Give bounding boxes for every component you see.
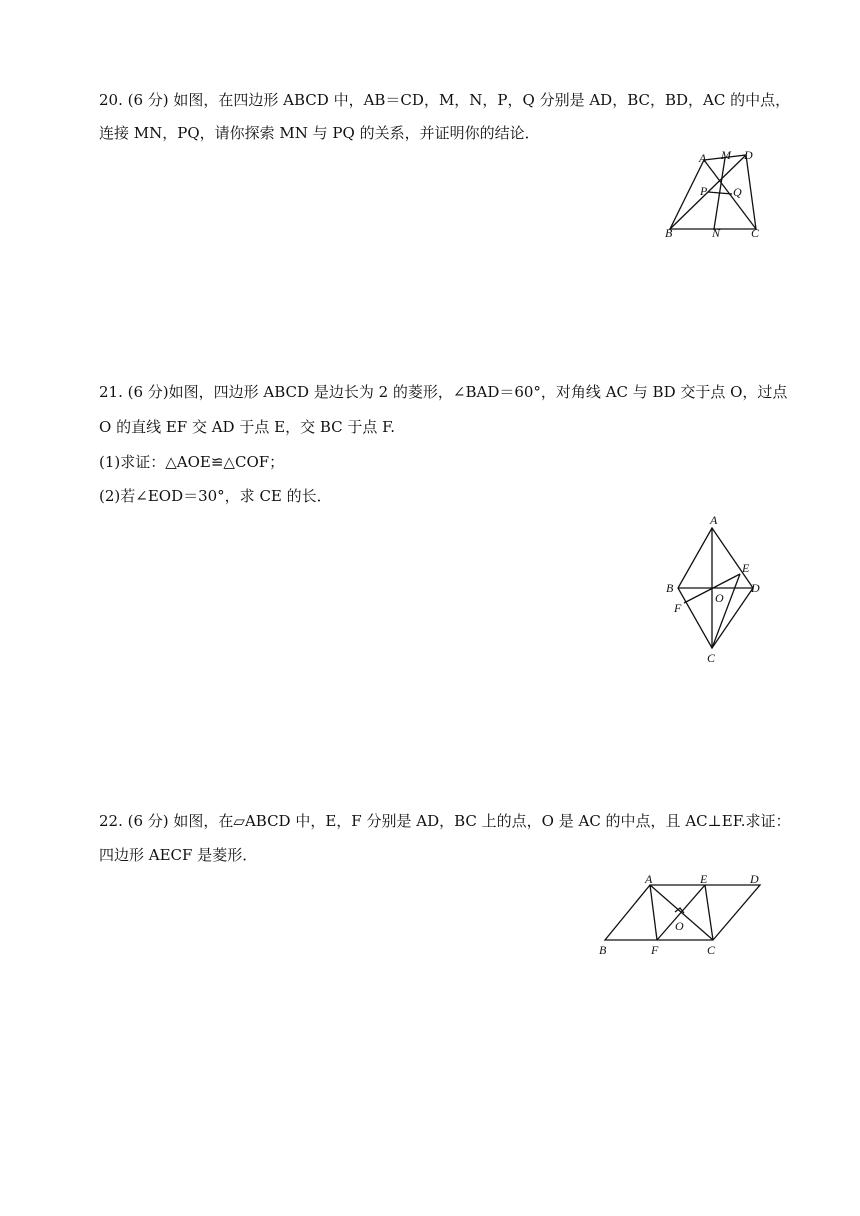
problem-21-line-2: O 的直线 EF 交 AD 于点 E，交 BC 于点 F. xyxy=(99,418,395,436)
fig20-label-P: P xyxy=(700,184,708,198)
fig22-label-C: C xyxy=(707,943,716,957)
fig22-label-A: A xyxy=(645,872,653,886)
fig21-label-C: C xyxy=(707,651,716,665)
fig20-label-N: N xyxy=(712,226,721,240)
problem-22-line-2: 四边形 AECF 是菱形． xyxy=(99,846,258,864)
fig21-label-O: O xyxy=(715,591,724,605)
fig22-label-B: B xyxy=(599,943,607,957)
fig21-label-A: A xyxy=(710,513,718,527)
fig20-label-Q: Q xyxy=(733,185,742,199)
fig21-label-B: B xyxy=(666,581,674,595)
fig20-label-C: C xyxy=(751,226,760,240)
problem-20-line-1: 20. (6 分) 如图，在四边形 ABCD 中，AB＝CD，M，N，P，Q 分别是 AD，BC，BD，AC 的中点， xyxy=(99,91,791,109)
fig20-label-A: A xyxy=(699,151,707,165)
problem-21-line-4: (2)若∠EOD＝30°，求 CE 的长． xyxy=(99,487,332,505)
fig21-label-E: E xyxy=(742,561,750,575)
fig21-label-F: F xyxy=(674,601,682,615)
figure-21-rhombus xyxy=(660,508,780,668)
figure-20-quadrilateral xyxy=(660,148,780,240)
fig22-label-F: F xyxy=(651,943,659,957)
figure-22-parallelogram xyxy=(595,868,775,960)
fig22-label-D: D xyxy=(750,872,759,886)
fig21-label-D: D xyxy=(751,581,760,595)
fig22-label-E: E xyxy=(700,872,708,886)
fig22-label-O: O xyxy=(675,919,684,933)
problem-21-line-3: (1)求证：△AOE≌△COF； xyxy=(99,453,285,471)
problem-22-line-1: 22. (6 分) 如图，在▱ABCD 中，E，F 分别是 AD，BC 上的点，O 是 AC 的中点，且 AC⊥EF.求证： xyxy=(99,812,791,830)
fig20-label-M: M xyxy=(721,148,731,162)
problem-20-line-2: 连接 MN，PQ，请你探索 MN 与 PQ 的关系，并证明你的结论． xyxy=(99,124,540,142)
fig20-label-B: B xyxy=(665,226,673,240)
problem-21-line-1: 21. (6 分)如图，四边形 ABCD 是边长为 2 的菱形，∠BAD＝60°，对角线 AC 与 BD 交于点 O，过点 xyxy=(99,383,788,401)
fig20-label-D: D xyxy=(744,148,753,162)
